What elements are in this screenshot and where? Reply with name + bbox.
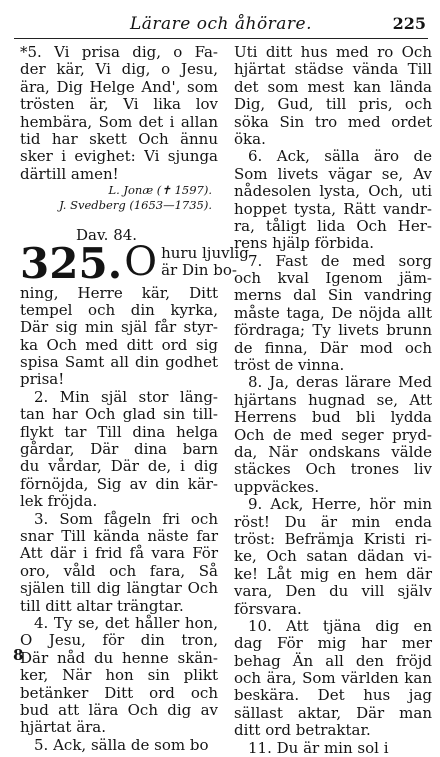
text-line: förnöjda, Sig av din kär-	[20, 474, 218, 493]
text-line: rens hjälp förbida.	[234, 234, 375, 253]
text-line: trösten är, Vi lika lov	[20, 95, 218, 114]
text-line: Där nåd du henne skän-	[20, 648, 218, 667]
text-line: ke! Låt mig en hem där	[234, 564, 432, 583]
tune-reference: Dav. 84.	[76, 226, 138, 245]
text-line: hoppet tysta, Rätt vandr-	[234, 199, 432, 218]
verse-1	[20, 285, 218, 389]
printer-signature: 8	[13, 646, 24, 664]
text-line: ditt ord betraktar.	[234, 721, 371, 740]
text-line: öka.	[234, 129, 266, 148]
text-line: Herrens bud bli lydda	[234, 408, 432, 427]
running-title: Lärare och åhörare.	[129, 14, 313, 34]
hymn-verse	[234, 496, 432, 618]
text-line: Dig, Gud, till pris, och	[234, 95, 432, 114]
text-line: 3. Som fågeln fri och	[34, 509, 218, 528]
text-line: hjärtat städse vända Till	[234, 60, 432, 79]
text-line: gårdar, Där dina barn	[20, 440, 218, 459]
text-line: och kval Igenom jäm-	[234, 269, 432, 288]
text-line: 2. Min själ stor läng-	[34, 387, 218, 406]
text-line: Och de med seger pryd-	[234, 425, 432, 444]
text-line: flykt tar Till dina helga	[20, 422, 218, 441]
text-line: de finna, Där mod och	[234, 338, 432, 357]
hymn-verse	[20, 511, 218, 615]
left-verses	[20, 389, 218, 754]
hymn-verse	[234, 740, 432, 757]
text-line: 6. Ack, sälla äro de	[248, 147, 432, 166]
text-line: vara, Den du vill själv	[234, 582, 432, 601]
text-line: 8. Ja, deras lärare Med	[248, 373, 432, 392]
text-line: ära, Dig Helge And', som	[20, 77, 218, 96]
text-line: du vårdar, Där de, i dig	[20, 457, 218, 476]
text-line: tempel och din kyrka,	[20, 300, 218, 319]
hymn-verse	[234, 253, 432, 375]
text-line: hjärtat ära.	[20, 718, 107, 737]
text-line: hjärtans hugnad se, Att	[234, 390, 432, 409]
author-credit: L. Jonæ (✝ 1597).	[108, 183, 212, 198]
hymn-number: 325.	[20, 238, 123, 288]
first-line-tail: huru ljuvlig	[161, 243, 249, 262]
text-line: snar Till kända näste far	[20, 526, 218, 545]
text-line: försvara.	[234, 599, 302, 618]
text-line: Att där i frid få vara För	[20, 544, 218, 563]
text-line: tröst: Befrämja Kristi ri-	[234, 529, 432, 548]
text-line: der kär, Vi dig, o Jesu,	[20, 60, 218, 79]
text-line: själen till dig längtar Och	[20, 579, 218, 598]
text-line: dag För mig har mer	[234, 634, 432, 653]
text-line: spisa Samt all din godhet	[20, 353, 218, 372]
hymn-verse	[20, 615, 218, 737]
text-line: 5. Ack, sälla de som bo	[34, 735, 209, 754]
text-line: Där sig min själ får styr-	[20, 318, 218, 337]
hymn-verse	[20, 737, 218, 754]
text-line: oro, våld och fara, Så	[20, 561, 218, 580]
text-line: ra, tåligt lida Och Her-	[234, 216, 432, 235]
text-line: ke, Och satan dädan vi-	[234, 547, 432, 566]
previous-hymn-verse	[20, 44, 218, 183]
text-line: hembära, Som det i allan	[20, 112, 218, 131]
text-line: till ditt altar trängtar.	[20, 596, 184, 615]
text-line: 11. Du är min sol i	[248, 738, 389, 757]
text-line: 4. Ty se, det håller hon,	[34, 613, 218, 632]
text-line: stäckes Och trones liv	[234, 460, 432, 479]
text-line: tröst de vinna.	[234, 356, 345, 375]
text-line: 10. Att tjäna dig en	[248, 616, 432, 635]
page-number: 225	[392, 14, 426, 33]
text-line: merns dal Sin vandring	[234, 286, 432, 305]
text-line: ning, Herre kär, Ditt	[20, 283, 218, 302]
text-line: uppväckes.	[234, 477, 320, 496]
page-header	[14, 12, 428, 39]
text-line: *5. Vi prisa dig, o Fa-	[20, 43, 218, 61]
text-line: tan har Och glad sin till-	[20, 405, 218, 424]
text-line: ker, När hon sin plikt	[20, 666, 218, 685]
second-line-tail: är Din bo-	[161, 260, 237, 279]
right-verses	[234, 44, 432, 757]
text-line: fördraga; Ty livets brunn	[234, 321, 432, 340]
text-line: måste taga, De nöjda allt	[234, 303, 432, 322]
text-line: bud att lära Och dig av	[20, 700, 218, 719]
text-line: därtill amen!	[20, 164, 119, 183]
text-line: 7. Fast de med sorg	[248, 251, 432, 270]
text-line: sällast aktar, Där man	[234, 703, 432, 722]
hymn-authors	[20, 183, 218, 213]
text-line: nådesolen lysta, Och, uti	[234, 182, 432, 201]
text-line: behag Än all den fröjd	[234, 651, 432, 670]
text-line: Uti ditt hus med ro Och	[234, 43, 432, 61]
author-credit: J. Svedberg (1653—1735).	[59, 198, 212, 213]
text-line: Som livets vägar se, Av	[234, 164, 432, 183]
text-line: prisa!	[20, 370, 65, 389]
text-line: söka Sin tro med ordet	[234, 112, 432, 131]
hymn-verse	[234, 374, 432, 496]
text-line: och ära, Som världen kan	[234, 669, 432, 688]
text-line: det som mest kan lända	[234, 77, 432, 96]
hymn-opening	[20, 238, 249, 288]
text-line: ka Och med ditt ord sig	[20, 335, 218, 354]
hymn-verse	[234, 44, 432, 148]
text-line: beskära. Det hus jag	[234, 686, 432, 705]
hymn-verse	[234, 618, 432, 740]
text-line: da, När ondskans välde	[234, 442, 432, 461]
text-line: O Jesu, för din tron,	[20, 631, 218, 650]
text-line: tid har skett Och ännu	[20, 129, 218, 148]
right-column	[234, 44, 432, 757]
text-line: sker i evighet: Vi sjunga	[20, 147, 218, 166]
text-line: betänker Ditt ord och	[20, 683, 218, 702]
text-line: 9. Ack, Herre, hör min	[248, 495, 432, 514]
drop-cap: O	[124, 238, 158, 285]
left-column	[20, 43, 249, 754]
hymn-verse	[234, 148, 432, 252]
text-line: lek fröjda.	[20, 492, 98, 511]
text-line: röst! Du är min enda	[234, 512, 432, 531]
hymn-verse	[20, 389, 218, 511]
